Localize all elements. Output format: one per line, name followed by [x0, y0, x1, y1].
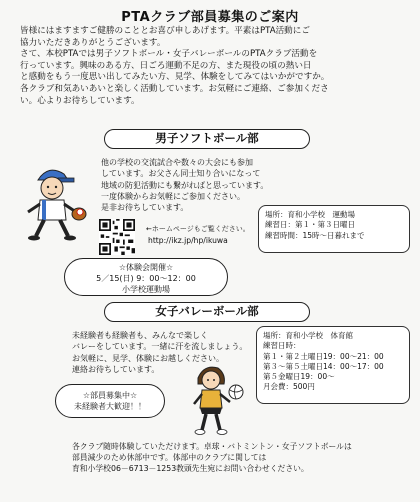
- info-line: 月会費：500円: [263, 382, 315, 392]
- desc-line: 未経験者も経験者も、みんなで楽しく: [72, 331, 208, 340]
- intro-line: さて、本校PTAでは男子ソフトボール・女子バレーボールのPTAクラブ活動を: [20, 49, 318, 60]
- desc-line: しています。お父さん同士知り合いになって: [101, 169, 261, 179]
- recruit-line: 未経験者大歓迎！！: [74, 402, 146, 411]
- intro-line: い。心よりお待ちしています。: [20, 95, 140, 106]
- intro-line: と感動をもう一度思い出してみたい方、見学、体験をしてみてはいかがですか。: [20, 72, 330, 83]
- info-line: 場所：育和小学校 体育館: [263, 331, 353, 340]
- info-line: 練習日時：: [263, 341, 301, 351]
- qr-code: [99, 219, 135, 255]
- volleyball-girl-illustration: [180, 362, 246, 436]
- desc-line: お気軽に、見学、体験にお越しください。: [72, 353, 224, 363]
- intro-text: [20, 26, 412, 107]
- desc-line: 一度体験からお気軽にご参加ください。: [101, 191, 245, 201]
- intro-line: 各クラブ和気あいあいと楽しく活動しています。お気軽にご連絡、ご参加くださ: [20, 83, 329, 94]
- volleyball-info-box: [256, 326, 410, 404]
- softball-info-box: [258, 205, 410, 253]
- event-line: 5／15(日) 9：00～12：00: [96, 274, 196, 283]
- desc-line: バレーをしています。一緒に汗を流しましょう。: [72, 342, 248, 352]
- info-line: 場所：育和小学校 運動場: [265, 210, 355, 219]
- intro-line: 行っています。興味のある方、日ごろ運動不足の方、また現役の頃の熱い日: [20, 60, 312, 71]
- recruit-line: ☆部員募集中☆: [82, 391, 138, 400]
- volleyball-description: [72, 330, 282, 375]
- info-line: 練習時間：15時～日暮れまで: [265, 230, 365, 240]
- baseball-boy-illustration: [14, 160, 94, 242]
- intro-line: 協力いただきありがとうございます。: [20, 37, 166, 48]
- footer-note: [72, 441, 412, 474]
- info-line: 第３～第５土曜日14：00～17：00: [263, 361, 384, 371]
- desc-line: 地域の防犯活動にも繋がればと思っています。: [101, 180, 269, 190]
- trial-event-bubble: [64, 258, 228, 296]
- footer-line: 各クラブ随時体験していただけます。卓球・バトミントン・女子ソフトボールは: [72, 442, 352, 451]
- info-line: 練習日：第１・第３日曜日: [265, 220, 355, 230]
- desc-line: 是非お待ちしています。: [101, 203, 189, 213]
- footer-line: 育和小学校06－6713－1253教頭先生宛にお問い合わせください。: [72, 464, 309, 473]
- intro-line: 皆様にはますますご健勝のこととお喜び申しあげます。平素はPTA活動にご: [20, 26, 310, 36]
- volleyball-banner: 女子バレーボール部: [104, 302, 310, 322]
- homepage-note: ←ホームページもご覧ください。: [146, 225, 250, 233]
- event-line: 小学校運動場: [122, 285, 170, 294]
- homepage-url[interactable]: http://ikz.jp/hp/ikuwa: [148, 236, 228, 245]
- desc-line: 他の学校の交流試合や数々の大会にも参加: [101, 158, 253, 167]
- info-line: 第５金曜日19：00～: [263, 372, 335, 382]
- desc-line: 連絡お待ちしています。: [72, 364, 160, 374]
- page-title: PTAクラブ部員募集のご案内: [121, 10, 299, 25]
- info-line: 第１・第２土曜日19：00～21：00: [263, 351, 384, 361]
- footer-line: 部員減少のため休部中です。体部中のクラブに関しては: [72, 453, 267, 462]
- softball-banner: 男子ソフトボール部: [104, 129, 310, 149]
- event-line: ☆体験会開催☆: [118, 263, 174, 272]
- recruiting-bubble: [55, 384, 165, 418]
